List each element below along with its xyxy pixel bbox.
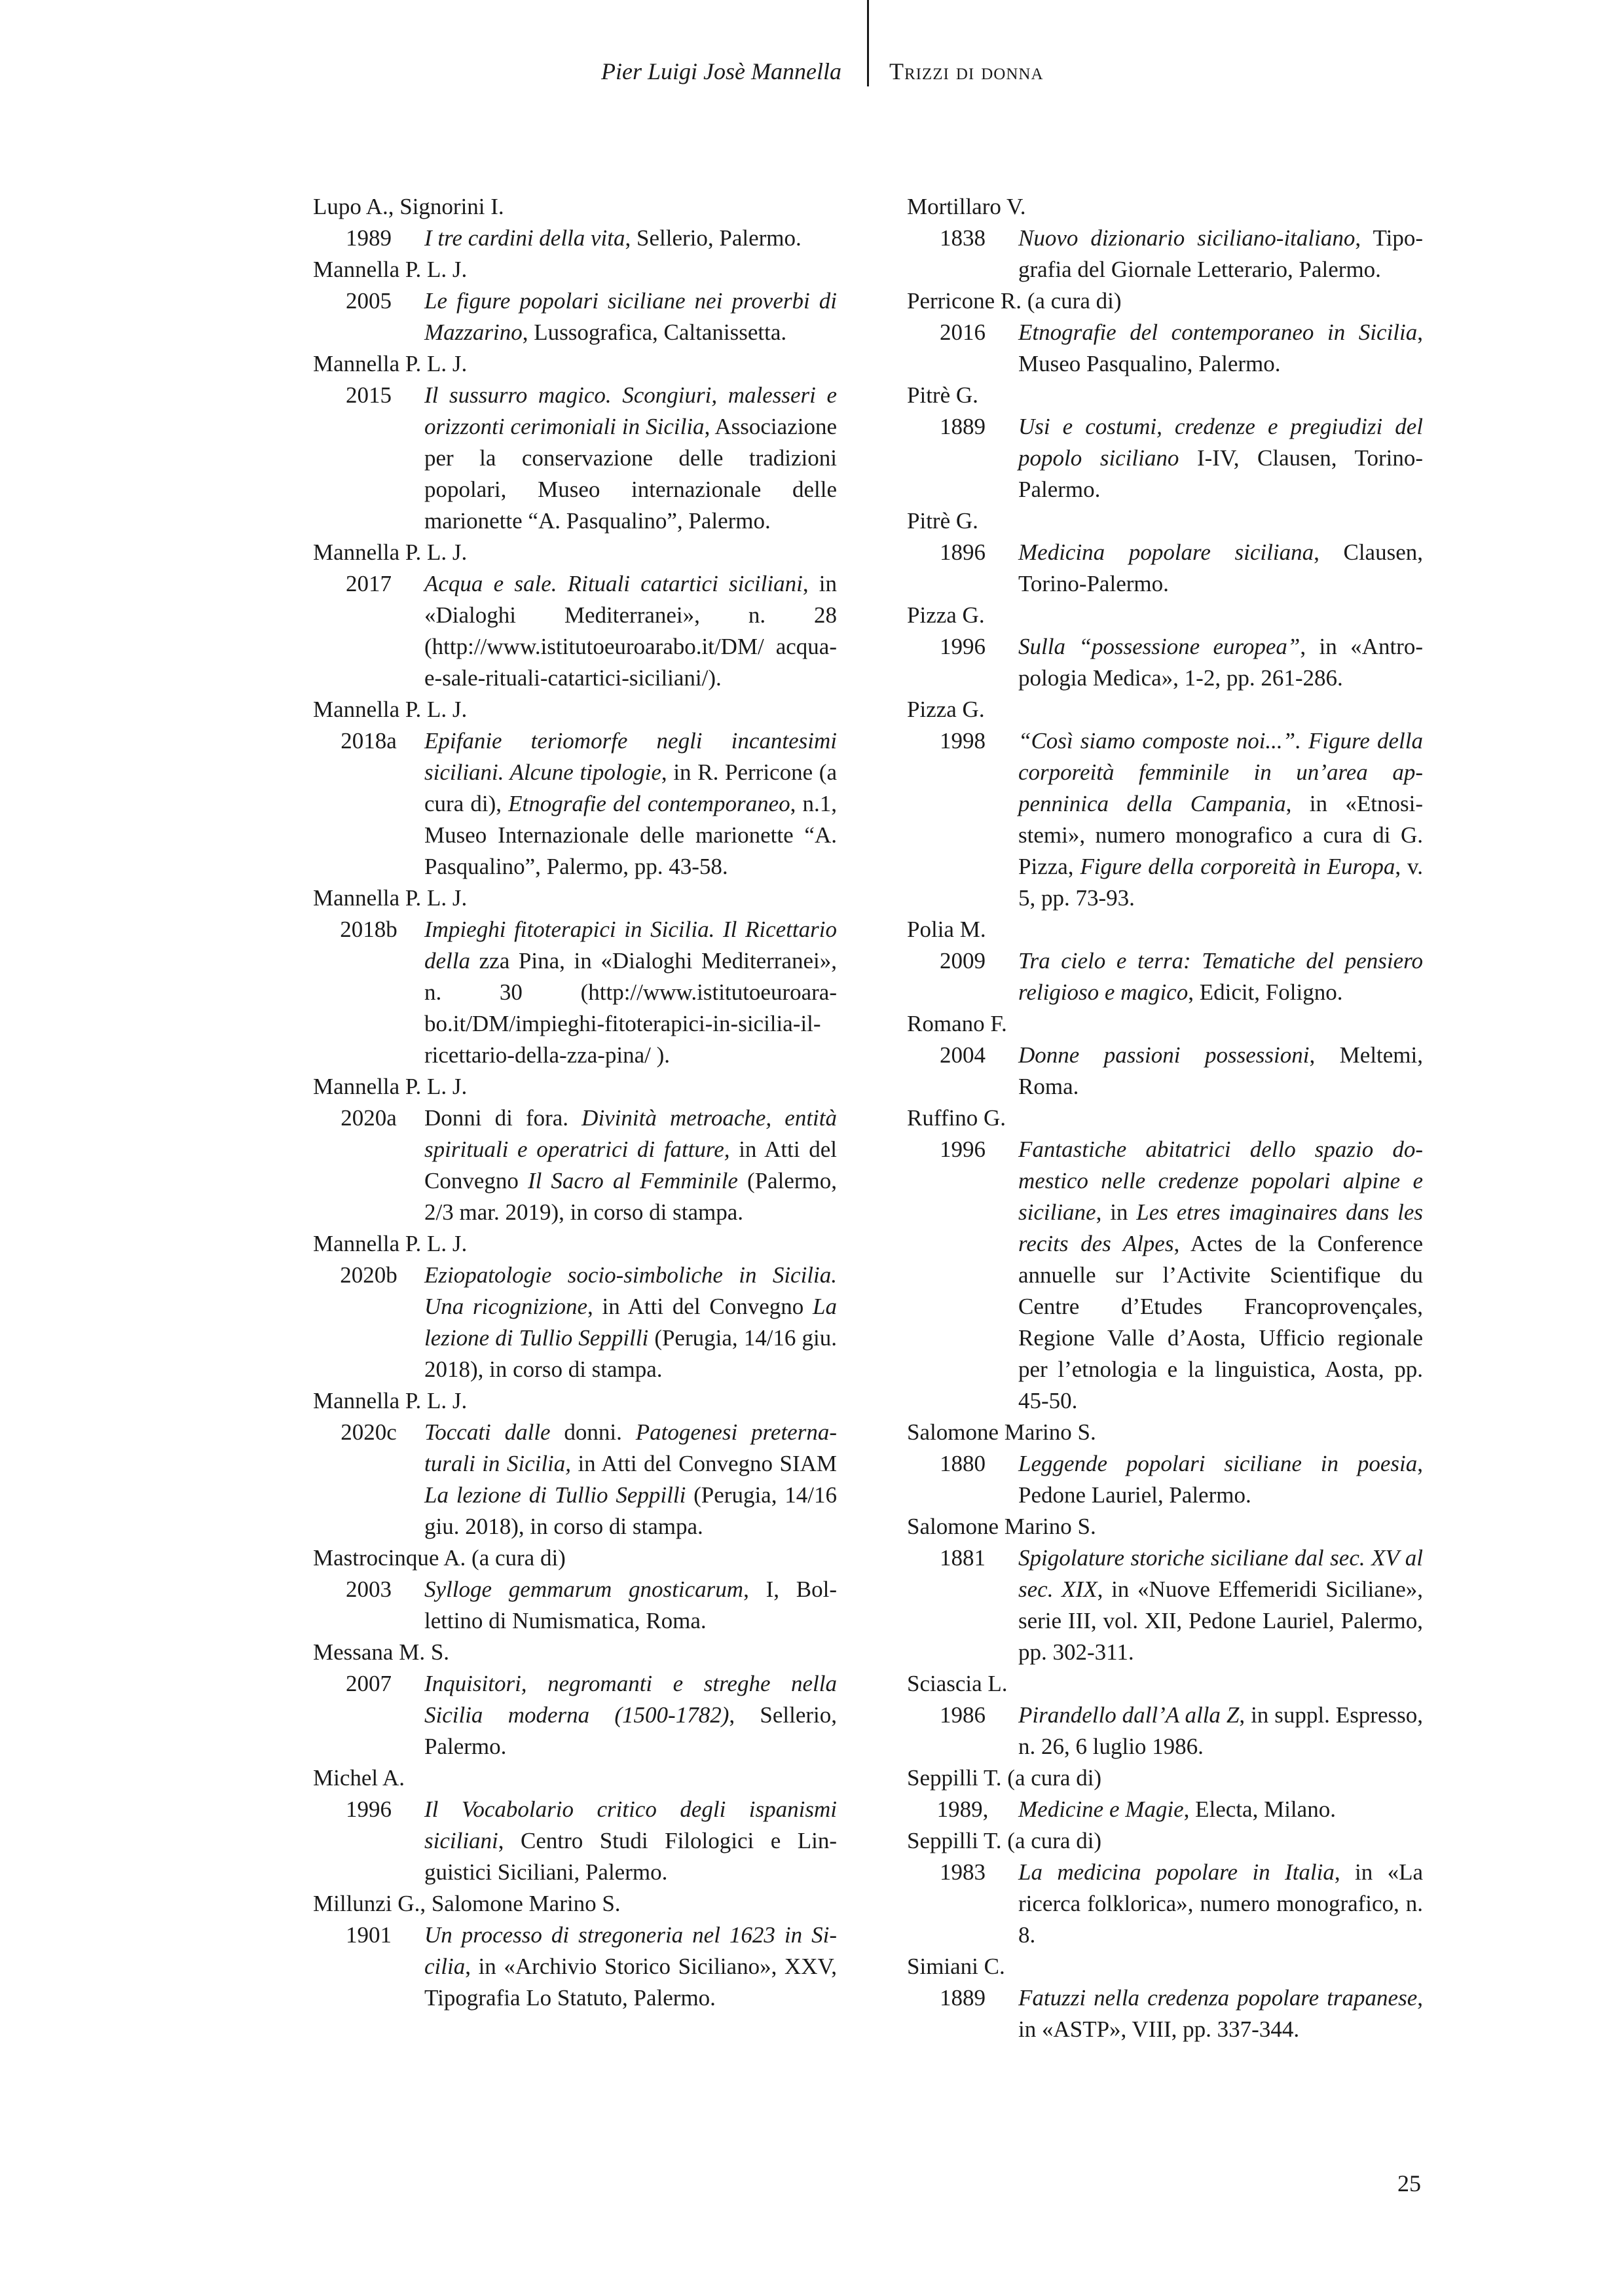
bibliography-entry — [907, 1825, 1423, 1951]
entry-reference — [1018, 1542, 1423, 1668]
bibliography-column-right — [907, 191, 1423, 2045]
entry-year: 1838 — [940, 225, 986, 251]
entry-year: 2020b — [340, 1262, 397, 1288]
entry-year: 1901 — [346, 1922, 392, 1948]
entry-reference — [424, 1668, 837, 1762]
reference-text: Donni di fora. — [424, 1105, 582, 1131]
reference-title-italic: Etnografie del contemporaneo — [508, 791, 790, 816]
reference-text: I-IV, Clausen, Torino-Palermo. — [1018, 445, 1423, 502]
entry-reference-row — [907, 537, 1423, 600]
entry-year: 1996 — [346, 1796, 392, 1822]
reference-text: , Actes de la Conference annuelle sur l’Activite Scientifique du Centre d’Etudes Francoprovençales, Regione Valle d’Aosta, Ufficio regionale per l’etnologia e la linguistica, Aosta, pp. 45-50. — [1018, 1231, 1423, 1413]
entry-author: Mannella P. L. J. — [313, 351, 468, 376]
reference-text: , in «La ricerca folklorica», numero monografico, n. 8. — [1018, 1859, 1423, 1948]
reference-text: , in «Antropologia Medica», 1-2, pp. 261-286. — [1018, 634, 1423, 691]
reference-title-italic: Pirandello dall’A alla Z — [1018, 1702, 1240, 1728]
entry-year: 2020a — [341, 1105, 397, 1131]
entry-reference-row — [313, 1260, 837, 1385]
entry-reference — [1018, 945, 1423, 1008]
header-divider — [867, 0, 869, 86]
reference-title-italic: Etnografie del contemporaneo in Sicilia — [1018, 319, 1418, 345]
bibliography-entry — [313, 254, 837, 348]
bibliography-entry — [313, 1637, 837, 1762]
bibliography-entry — [313, 1762, 837, 1888]
entry-year: 1983 — [940, 1859, 986, 1885]
entry-reference-row — [313, 1920, 837, 2014]
reference-title-italic: Il Vocabolario critico degli ispanismi siciliani — [424, 1796, 837, 1853]
bibliography-entry — [907, 1668, 1423, 1762]
entry-year: 1989 — [346, 225, 392, 251]
reference-title-italic: Divinità metroache, entità spirituali e operatrici di fatture, — [424, 1105, 837, 1162]
entry-reference-row — [907, 725, 1423, 914]
reference-text: , Sellerio, Palermo. — [625, 225, 802, 251]
reference-text: , v. 5, pp. 73-93. — [1018, 854, 1424, 911]
bibliography-entry — [907, 914, 1423, 1008]
reference-title-italic: Spigolature storiche siciliane dal sec. XV al sec. XIX — [1018, 1545, 1423, 1602]
entry-author: Seppilli T. (a cura di) — [907, 1765, 1102, 1791]
entry-reference — [1018, 1857, 1423, 1951]
reference-title-italic: Patogenesi preternaturali in Sicilia, — [424, 1419, 837, 1476]
reference-text: , in R. Perricone (a cura di), — [424, 759, 837, 816]
entry-reference-row — [313, 725, 837, 883]
reference-title-italic: Medicine e Magie — [1018, 1796, 1184, 1822]
reference-title-italic: Sulla “possessione europea” — [1018, 634, 1301, 659]
entry-year: 2003 — [346, 1576, 392, 1602]
entry-author: Ruffino G. — [907, 1105, 1006, 1131]
entry-reference — [424, 1920, 837, 2014]
reference-title-italic: Un processo di stregoneria nel 1623 in Sicilia — [424, 1922, 837, 1979]
bibliography-entry — [907, 1008, 1423, 1102]
entry-reference-row — [907, 1857, 1423, 1951]
entry-reference — [1018, 1794, 1423, 1825]
reference-text: , in «Dialoghi Mediterranei», n. 28 (http://www.istitutoeuroarabo.it/DM/ acqua-e-sale-rituali-catartici-siciliani/). — [424, 571, 838, 691]
reference-text: , Clausen, Torino-Palermo. — [1018, 539, 1423, 596]
reference-title-italic: Sylloge gemmarum gnosticarum — [424, 1576, 744, 1602]
entry-reference — [424, 1260, 837, 1385]
entry-reference — [1018, 1040, 1423, 1102]
reference-title-italic: Fantastiche abitatrici dello spazio domestico nelle credenze popolari alpine e siciliane — [1018, 1137, 1423, 1225]
reference-title-italic: Les etres imaginaires dans les recits des Alpes — [1018, 1199, 1423, 1256]
entry-author: Mannella P. L. J. — [313, 885, 468, 911]
entry-year: 1896 — [940, 539, 986, 565]
bibliography-entry — [313, 1542, 837, 1637]
entry-reference — [1018, 317, 1423, 380]
bibliography-entry — [907, 600, 1423, 694]
entry-reference — [424, 1794, 837, 1888]
bibliography-entry — [313, 537, 837, 694]
reference-title-italic: Acqua e sale. Rituali catartici siciliani — [424, 571, 803, 596]
entry-reference-row — [907, 1040, 1423, 1102]
entry-author: Pizza G. — [907, 697, 985, 722]
entry-author: Mannella P. L. J. — [313, 257, 468, 282]
reference-text: , Lussografica, Caltanissetta. — [522, 319, 787, 345]
entry-reference-row — [907, 1700, 1423, 1762]
reference-title-italic: Medicina popolare siciliana — [1018, 539, 1314, 565]
entry-reference-row — [313, 223, 837, 254]
bibliography-entry — [907, 1417, 1423, 1511]
entry-reference — [424, 1102, 837, 1228]
reference-text: in Atti del Convegno — [424, 1137, 838, 1194]
reference-title-italic: Il Sacro al Femminile — [527, 1168, 738, 1194]
entry-author: Pizza G. — [907, 602, 985, 628]
reference-text: , Centro Studi Filologici e Linguistici Siciliani, Palermo. — [424, 1828, 837, 1885]
entry-year: 1881 — [940, 1545, 986, 1571]
entry-reference — [424, 1574, 837, 1637]
entry-reference — [424, 568, 837, 694]
entry-reference-row — [907, 631, 1423, 694]
bibliography-entry — [907, 285, 1423, 380]
bibliography-entry — [313, 191, 837, 254]
entry-author: Perricone R. (a cura di) — [907, 288, 1122, 314]
entry-reference-row — [907, 1134, 1423, 1417]
bibliography-entry — [907, 380, 1423, 505]
entry-year: 1889 — [940, 414, 986, 439]
reference-text: in Atti del Convegno SIAM — [571, 1451, 837, 1476]
entry-reference-row — [907, 1794, 1423, 1825]
entry-reference — [1018, 1700, 1423, 1762]
entry-author: Seppilli T. (a cura di) — [907, 1828, 1102, 1853]
reference-title-italic: Leggende popolari siciliane in poesia — [1018, 1451, 1418, 1476]
entry-author: Sciascia L. — [907, 1671, 1008, 1696]
entry-reference — [424, 285, 837, 348]
entry-reference-row — [907, 1448, 1423, 1511]
entry-reference — [424, 725, 837, 883]
entry-author: Pitrè G. — [907, 382, 978, 408]
entry-author: Mannella P. L. J. — [313, 1388, 468, 1413]
reference-title-italic: Impieghi fitoterapici in Sicilia. Il Ricettario della — [424, 917, 837, 974]
bibliography-entry — [313, 1071, 837, 1228]
entry-author: Millunzi G., Salomone Marino S. — [313, 1891, 621, 1916]
bibliography-column-left — [313, 191, 837, 2014]
entry-reference-row — [313, 568, 837, 694]
reference-title-italic: Le figure popolari siciliane nei proverbi di Mazzarino — [424, 288, 837, 345]
entry-reference — [1018, 725, 1423, 914]
entry-author: Romano F. — [907, 1011, 1007, 1036]
reference-title-italic: La medicina popolare in Italia — [1018, 1859, 1335, 1885]
reference-text: , in suppl. Espresso, n. 26, 6 luglio 1986. — [1018, 1702, 1423, 1759]
reference-text: , Meltemi, Roma. — [1018, 1042, 1424, 1099]
running-header-author: Pier Luigi Josè Mannella — [601, 58, 841, 84]
reference-text: , in Atti del Convegno — [587, 1294, 813, 1319]
entry-reference-row — [313, 1574, 837, 1637]
reference-text: , in «Etnosistemi», numero monografico a cura di G. Pizza, — [1018, 791, 1423, 879]
reference-text: (Perugia, 14/16 giu. 2018), in corso di stampa. — [424, 1482, 838, 1539]
reference-text: donni. — [550, 1419, 636, 1445]
reference-text: , Associazione per la conservazione delle tradizioni popolari, Museo internazionale delle marionette “A. Pasqualino”, Palermo. — [424, 414, 837, 534]
entry-author: Messana M. S. — [313, 1639, 450, 1665]
entry-reference-row — [907, 317, 1423, 380]
entry-year: 1996 — [940, 1137, 986, 1162]
reference-text: , in «ASTP», VIII, pp. 337-344. — [1018, 1985, 1423, 2042]
running-header-title: Trizzi di donna — [889, 58, 1044, 84]
entry-year: 1989, — [936, 1796, 989, 1822]
entry-author: Pitrè G. — [907, 508, 978, 534]
entry-reference — [1018, 411, 1423, 505]
bibliography-entry — [313, 1385, 837, 1542]
bibliography-entry — [907, 191, 1423, 285]
reference-title-italic: Epifanie teriomorfe negli incantesimi siciliani. Alcune tipologie — [424, 728, 837, 785]
entry-reference — [1018, 631, 1423, 694]
reference-text: zza Pina, in «Dialoghi Mediterranei», n. 30 (http://www.istitutoeuroarabo.it/DM/impieghi-fitoterapici-in-sicilia-il-ricettario-della-zza-pina/ ). — [424, 948, 837, 1068]
reference-title-italic: Fatuzzi nella credenza popolare trapanese — [1018, 1985, 1418, 2011]
reference-title-italic: La lezione di Tullio Seppilli — [424, 1482, 686, 1508]
entry-reference — [1018, 1134, 1423, 1417]
entry-year: 2020c — [341, 1419, 397, 1445]
reference-text: , in «Nuove Effemeridi Siciliane», serie III, vol. XII, Pedone Lauriel, Palermo, pp. 302-311. — [1018, 1576, 1423, 1665]
entry-reference — [424, 380, 837, 537]
reference-title-italic: La lezione di Tullio Seppilli — [424, 1294, 837, 1351]
entry-reference — [1018, 223, 1423, 285]
reference-title-italic: Usi e costumi, credenze e pregiudizi del popolo siciliano — [1018, 414, 1423, 471]
reference-text: , Tipografia del Giornale Letterario, Palermo. — [1018, 225, 1423, 282]
bibliography-entry — [907, 694, 1423, 914]
entry-reference-row — [907, 945, 1423, 1008]
page-number: 25 — [1397, 2170, 1421, 2196]
bibliography-entry — [907, 1762, 1423, 1825]
entry-year: 1880 — [940, 1451, 986, 1476]
entry-reference-row — [907, 223, 1423, 285]
reference-title-italic: Toccati dalle — [424, 1419, 551, 1445]
entry-year: 2005 — [346, 288, 392, 314]
entry-author: Salomone Marino S. — [907, 1419, 1096, 1445]
reference-text: , I, Bollettino di Numismatica, Roma. — [424, 1576, 837, 1633]
entry-author: Salomone Marino S. — [907, 1514, 1096, 1539]
entry-author: Mannella P. L. J. — [313, 1231, 468, 1256]
reference-title-italic: Tra cielo e terra: Tematiche del pensiero religioso e magico — [1018, 948, 1423, 1005]
entry-reference-row — [313, 1668, 837, 1762]
reference-title-italic: I tre cardini della vita — [424, 225, 625, 251]
reference-title-italic: Inquisitori, negromanti e streghe nella Sicilia moderna (1500-1782) — [424, 1671, 837, 1728]
reference-title-italic: Eziopatologie socio-simboliche in Sicilia. Una ricognizione — [424, 1262, 837, 1319]
entry-year: 1998 — [940, 728, 986, 754]
reference-text: , in «Archivio Storico Siciliano», XXV, Tipografia Lo Statuto, Palermo. — [424, 1954, 837, 2011]
entry-year: 2016 — [940, 319, 986, 345]
entry-author: Mortillaro V. — [907, 194, 1026, 219]
reference-text: , n.1, Museo Internazionale delle marionette “A. Pasqualino”, Palermo, pp. 43-58. — [424, 791, 837, 879]
reference-title-italic: Figure della corporeità in Europa — [1080, 854, 1395, 879]
reference-text: , in — [1096, 1199, 1137, 1225]
entry-reference — [424, 914, 837, 1071]
entry-reference-row — [313, 1102, 837, 1228]
entry-author: Mannella P. L. J. — [313, 1074, 468, 1099]
entry-reference — [424, 1417, 837, 1542]
entry-reference-row — [907, 411, 1423, 505]
reference-text: , Edicit, Foligno. — [1188, 979, 1343, 1005]
reference-title-italic: “Così siamo composte noi...”. Figure della corporeità femminile in un’area appenninica della Campania — [1018, 728, 1423, 816]
entry-year: 2015 — [346, 382, 392, 408]
entry-author: Mannella P. L. J. — [313, 539, 468, 565]
entry-reference-row — [907, 1982, 1423, 2045]
entry-author: Lupo A., Signorini I. — [313, 194, 504, 219]
entry-year: 2009 — [940, 948, 986, 974]
entry-reference-row — [313, 1417, 837, 1542]
entry-author: Michel A. — [313, 1765, 405, 1791]
entry-year: 1996 — [940, 634, 986, 659]
bibliography-entry — [313, 348, 837, 537]
reference-title-italic: Nuovo dizionario siciliano-italiano — [1018, 225, 1356, 251]
bibliography-entry — [907, 505, 1423, 600]
entry-author: Polia M. — [907, 917, 986, 942]
reference-text: , Electa, Milano. — [1183, 1796, 1336, 1822]
entry-reference-row — [907, 1542, 1423, 1668]
reference-text: , Sellerio, Palermo. — [424, 1702, 837, 1759]
bibliography-entry — [907, 1102, 1423, 1417]
entry-author: Simiani C. — [907, 1954, 1005, 1979]
entry-author: Mannella P. L. J. — [313, 697, 468, 722]
entry-year: 2004 — [940, 1042, 986, 1068]
entry-year: 1889 — [940, 1985, 986, 2011]
entry-year: 2018b — [340, 917, 397, 942]
reference-text: , Pedone Lauriel, Palermo. — [1018, 1451, 1423, 1508]
reference-title-italic: Donne passioni possessioni — [1018, 1042, 1310, 1068]
reference-title-italic: Il sussurro magico. Scongiuri, malesseri e orizzonti cerimoniali in Sicilia — [424, 382, 837, 439]
entry-reference — [1018, 1448, 1423, 1511]
bibliography-entry — [907, 1951, 1423, 2045]
entry-author: Mastrocinque A. (a cura di) — [313, 1545, 566, 1571]
entry-reference-row — [313, 380, 837, 537]
entry-reference — [1018, 537, 1423, 600]
bibliography-entry — [907, 1511, 1423, 1668]
entry-reference — [1018, 1982, 1423, 2045]
reference-text: , Museo Pasqualino, Palermo. — [1018, 319, 1423, 376]
reference-text: (Palermo, 2/3 mar. 2019), in corso di stampa. — [424, 1168, 837, 1225]
bibliography-entry — [313, 883, 837, 1071]
entry-year: 2007 — [346, 1671, 392, 1696]
reference-text: (Perugia, 14/16 giu. 2018), in corso di stampa. — [424, 1325, 837, 1382]
entry-reference — [424, 223, 837, 254]
entry-reference-row — [313, 1794, 837, 1888]
bibliography-entry — [313, 1888, 837, 2014]
entry-reference-row — [313, 914, 837, 1071]
bibliography-entry — [313, 1228, 837, 1385]
entry-year: 2018a — [341, 728, 397, 754]
entry-year: 1986 — [940, 1702, 986, 1728]
entry-year: 2017 — [346, 571, 392, 596]
bibliography-entry — [313, 694, 837, 883]
entry-reference-row — [313, 285, 837, 348]
